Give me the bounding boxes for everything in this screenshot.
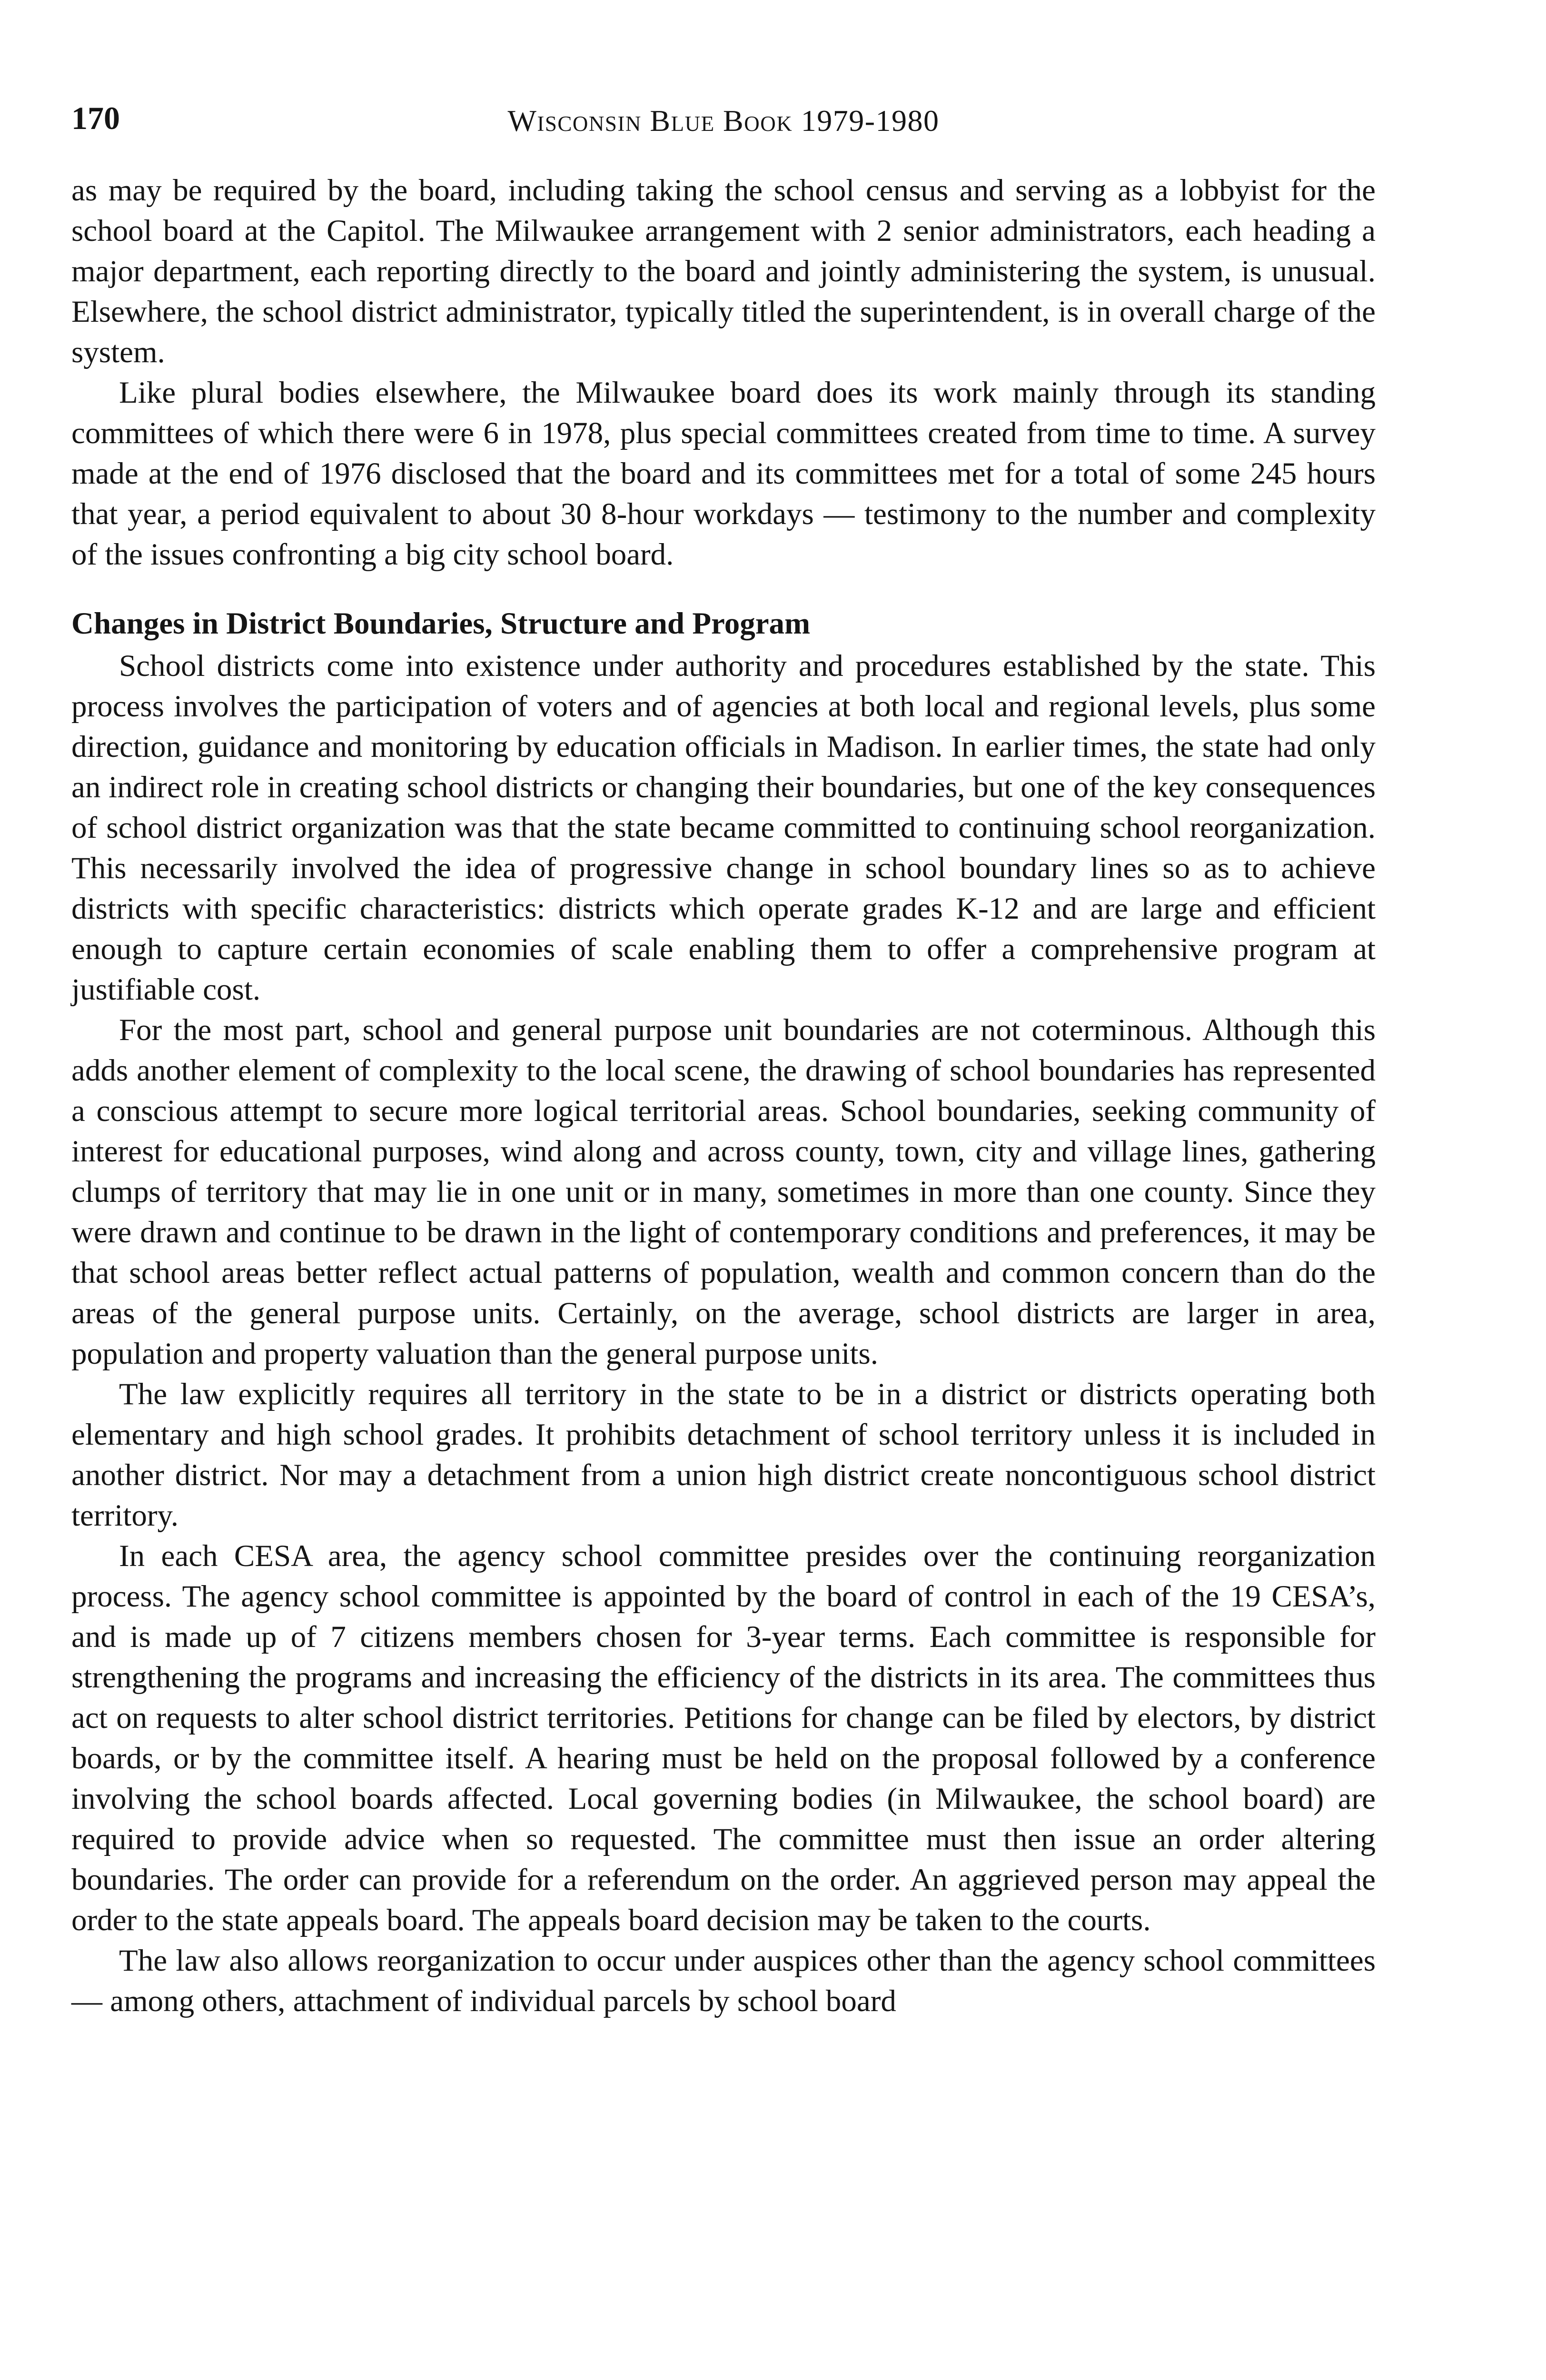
- page-number: 170: [71, 100, 120, 136]
- paragraph: The law explicitly requires all territory in the state to be in a district or districts operating both elementary and high school grades. It prohibits detachment of school territory unless it is included in another district. Nor may a detachment from a union high district create noncontiguous school district territory.: [71, 1377, 1376, 1533]
- body-text: [71, 170, 1376, 2022]
- running-title: Wisconsin Blue Book 1979-1980: [507, 104, 940, 138]
- running-header: [71, 95, 1376, 143]
- section-heading: Changes in District Boundaries, Structure and Program: [71, 606, 811, 641]
- paragraph: Like plural bodies elsewhere, the Milwaukee board does its work mainly through its standing committees of which there were 6 in 1978, plus special committees created from time to time. A survey made at the end of 1976 disclosed that the board and its committees met for a total of some 245 hours that year, a period equivalent to about 30 8-hour workdays — testimony to the number and complexity of the issues confronting a big city school board.: [71, 376, 1376, 572]
- paragraph-continued: as may be required by the board, including taking the school census and serving as a lobbyist for the school board at the Capitol. The Milwaukee arrangement with 2 senior administrators, each heading a major department, each reporting directly to the board and jointly administering the system, is unusual. Elsewhere, the school district administrator, typically titled the superintendent, is in overall charge of the system.: [71, 173, 1376, 369]
- paragraph: In each CESA area, the agency school committee presides over the continuing reorganization process. The agency school committee is appointed by the board of control in each of the 19 CESA’s, and is made up of 7 citizens members chosen for 3-year terms. Each committee is responsible for strengthening the programs and increasing the efficiency of the districts in its area. The committees thus act on requests to alter school district territories. Petitions for change can be filed by electors, by district boards, or by the committee itself. A hearing must be held on the proposal followed by a conference involving the school boards affected. Local governing bodies (in Milwaukee, the school board) are required to provide advice when so requested. The committee must then issue an order altering boundaries. The order can provide for a referendum on the order. An aggrieved person may appeal the order to the state appeals board. The appeals board decision may be taken to the courts.: [71, 1539, 1376, 1937]
- paragraph: The law also allows reorganization to occur under auspices other than the agency school committees — among others, attachment of individual parcels by school board: [71, 1944, 1376, 2018]
- paragraph: For the most part, school and general purpose unit boundaries are not coterminous. Although this adds another element of complexity to the local scene, the drawing of school boundaries has represented a conscious attempt to secure more logical territorial areas. School boundaries, seeking community of interest for educational purposes, wind along and across county, town, city and village lines, gathering clumps of territory that may lie in one unit or in many, sometimes in more than one county. Since they were drawn and continue to be drawn in the light of contemporary conditions and preferences, it may be that school areas better reflect actual patterns of population, wealth and common concern than do the areas of the general purpose units. Certainly, on the average, school districts are larger in area, population and property valuation than the general purpose units.: [71, 1013, 1376, 1371]
- book-page: [71, 95, 1376, 2022]
- paragraph: School districts come into existence under authority and procedures established by the state. This process involves the participation of voters and of agencies at both local and regional levels, plus some direction, guidance and monitoring by education officials in Madison. In earlier times, the state had only an indirect role in creating school districts or changing their boundaries, but one of the key consequences of school district organization was that the state became committed to continuing school reorganization. This necessarily involved the idea of progressive change in school boundary lines so as to achieve districts with specific characteristics: districts which operate grades K-12 and are large and efficient enough to capture certain economies of scale enabling them to offer a comprehensive program at justifiable cost.: [71, 649, 1376, 1007]
